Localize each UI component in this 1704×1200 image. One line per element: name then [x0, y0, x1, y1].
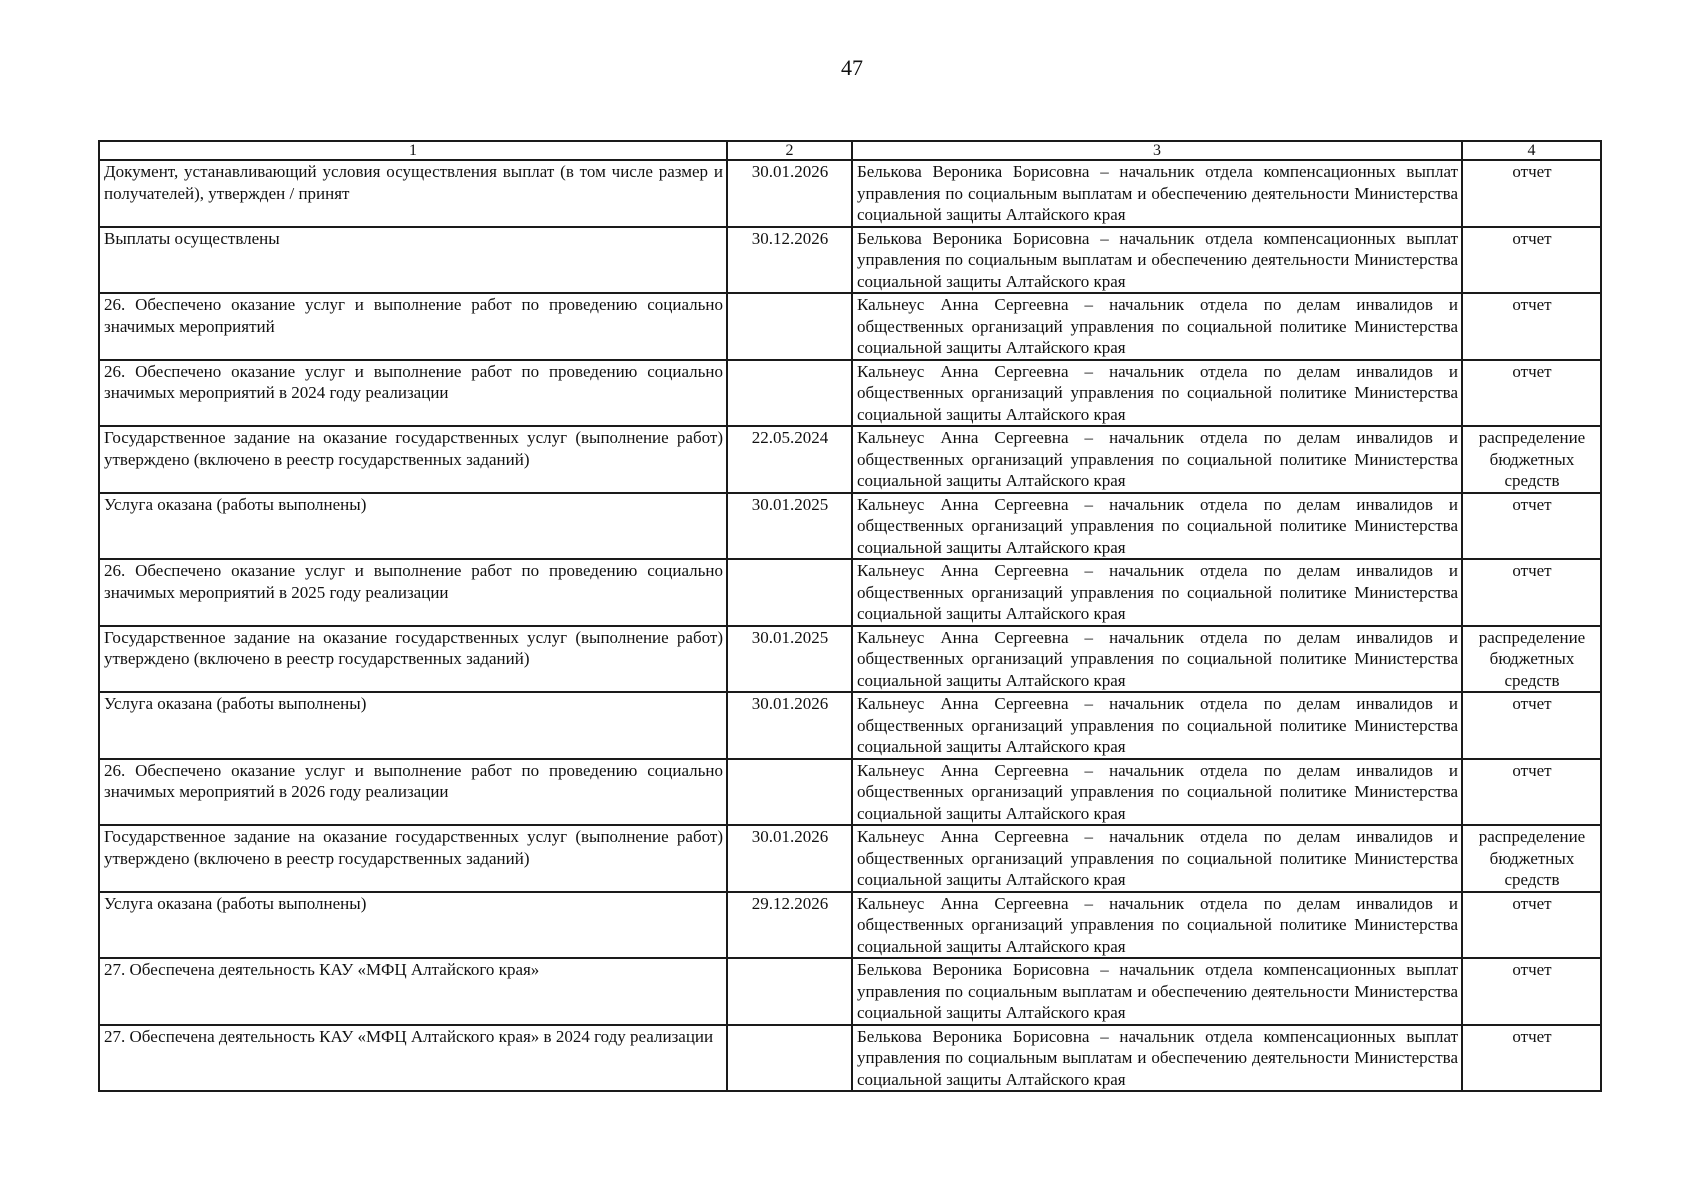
- cell-date: [727, 360, 852, 427]
- cell-event: Государственное задание на оказание государственных услуг (выполнение работ) утверждено (включено в реестр государственных заданий): [99, 825, 727, 892]
- cell-date: 30.01.2025: [727, 626, 852, 693]
- cell-document-type: отчет: [1462, 493, 1601, 560]
- cell-document-type: отчет: [1462, 958, 1601, 1025]
- cell-document-type: отчет: [1462, 692, 1601, 759]
- table-row: [99, 493, 1601, 560]
- cell-document-type: распределение бюджетных средств: [1462, 825, 1601, 892]
- document-table: [98, 140, 1602, 1092]
- table-row: [99, 692, 1601, 759]
- cell-event: Услуга оказана (работы выполнены): [99, 493, 727, 560]
- cell-event: Государственное задание на оказание государственных услуг (выполнение работ) утверждено (включено в реестр государственных заданий): [99, 426, 727, 493]
- cell-responsible: Кальнеус Анна Сергеевна – начальник отдела по делам инвалидов и общественных организаций управления по социальной политике Министерства социальной защиты Алтайского края: [852, 493, 1462, 560]
- table-body: [99, 160, 1601, 1091]
- cell-event: 26. Обеспечено оказание услуг и выполнение работ по проведению социально значимых мероприятий в 2025 году реализации: [99, 559, 727, 626]
- cell-document-type: отчет: [1462, 892, 1601, 959]
- cell-document-type: отчет: [1462, 1025, 1601, 1092]
- cell-date: 22.05.2024: [727, 426, 852, 493]
- cell-event: Государственное задание на оказание государственных услуг (выполнение работ) утверждено (включено в реестр государственных заданий): [99, 626, 727, 693]
- cell-event: 26. Обеспечено оказание услуг и выполнение работ по проведению социально значимых мероприятий: [99, 293, 727, 360]
- cell-date: [727, 759, 852, 826]
- cell-responsible: Кальнеус Анна Сергеевна – начальник отдела по делам инвалидов и общественных организаций управления по социальной политике Министерства социальной защиты Алтайского края: [852, 759, 1462, 826]
- cell-event: 27. Обеспечена деятельность КАУ «МФЦ Алтайского края»: [99, 958, 727, 1025]
- page-number: 47: [841, 55, 863, 80]
- cell-responsible: Кальнеус Анна Сергеевна – начальник отдела по делам инвалидов и общественных организаций управления по социальной политике Министерства социальной защиты Алтайского края: [852, 626, 1462, 693]
- cell-event: 26. Обеспечено оказание услуг и выполнение работ по проведению социально значимых мероприятий в 2024 году реализации: [99, 360, 727, 427]
- cell-date: 30.01.2026: [727, 825, 852, 892]
- table-row: [99, 626, 1601, 693]
- cell-date: [727, 559, 852, 626]
- table-row: [99, 426, 1601, 493]
- cell-responsible: Белькова Вероника Борисовна – начальник отдела компенсационных выплат управления по социальным выплатам и обеспечению деятельности Министерства социальной защиты Алтайского края: [852, 160, 1462, 227]
- table-row: [99, 360, 1601, 427]
- cell-responsible: Белькова Вероника Борисовна – начальник отдела компенсационных выплат управления по социальным выплатам и обеспечению деятельности Министерства социальной защиты Алтайского края: [852, 1025, 1462, 1092]
- cell-document-type: отчет: [1462, 759, 1601, 826]
- cell-event: 26. Обеспечено оказание услуг и выполнение работ по проведению социально значимых мероприятий в 2026 году реализации: [99, 759, 727, 826]
- cell-responsible: Белькова Вероника Борисовна – начальник отдела компенсационных выплат управления по социальным выплатам и обеспечению деятельности Министерства социальной защиты Алтайского края: [852, 958, 1462, 1025]
- cell-responsible: Кальнеус Анна Сергеевна – начальник отдела по делам инвалидов и общественных организаций управления по социальной политике Министерства социальной защиты Алтайского края: [852, 426, 1462, 493]
- cell-document-type: отчет: [1462, 293, 1601, 360]
- cell-responsible: Кальнеус Анна Сергеевна – начальник отдела по делам инвалидов и общественных организаций управления по социальной политике Министерства социальной защиты Алтайского края: [852, 692, 1462, 759]
- header-row: [99, 141, 1601, 160]
- cell-document-type: отчет: [1462, 227, 1601, 294]
- cell-document-type: отчет: [1462, 559, 1601, 626]
- header-col-1: 1: [99, 141, 727, 160]
- cell-responsible: Кальнеус Анна Сергеевна – начальник отдела по делам инвалидов и общественных организаций управления по социальной политике Министерства социальной защиты Алтайского края: [852, 892, 1462, 959]
- table-row: [99, 1025, 1601, 1092]
- document-table-container: [98, 140, 1600, 1092]
- cell-responsible: Кальнеус Анна Сергеевна – начальник отдела по делам инвалидов и общественных организаций управления по социальной политике Министерства социальной защиты Алтайского края: [852, 559, 1462, 626]
- cell-date: [727, 958, 852, 1025]
- header-col-4: 4: [1462, 141, 1601, 160]
- header-col-2: 2: [727, 141, 852, 160]
- header-col-3: 3: [852, 141, 1462, 160]
- cell-responsible: Кальнеус Анна Сергеевна – начальник отдела по делам инвалидов и общественных организаций управления по социальной политике Министерства социальной защиты Алтайского края: [852, 360, 1462, 427]
- cell-date: 29.12.2026: [727, 892, 852, 959]
- cell-responsible: Кальнеус Анна Сергеевна – начальник отдела по делам инвалидов и общественных организаций управления по социальной политике Министерства социальной защиты Алтайского края: [852, 825, 1462, 892]
- cell-responsible: Белькова Вероника Борисовна – начальник отдела компенсационных выплат управления по социальным выплатам и обеспечению деятельности Министерства социальной защиты Алтайского края: [852, 227, 1462, 294]
- table-row: [99, 892, 1601, 959]
- cell-event: Услуга оказана (работы выполнены): [99, 692, 727, 759]
- cell-responsible: Кальнеус Анна Сергеевна – начальник отдела по делам инвалидов и общественных организаций управления по социальной политике Министерства социальной защиты Алтайского края: [852, 293, 1462, 360]
- cell-document-type: отчет: [1462, 160, 1601, 227]
- cell-document-type: отчет: [1462, 360, 1601, 427]
- table-row: [99, 759, 1601, 826]
- cell-date: [727, 1025, 852, 1092]
- table-row: [99, 825, 1601, 892]
- table-row: [99, 958, 1601, 1025]
- cell-document-type: распределение бюджетных средств: [1462, 626, 1601, 693]
- cell-event: Услуга оказана (работы выполнены): [99, 892, 727, 959]
- cell-event: Документ, устанавливающий условия осуществления выплат (в том числе размер и получателей), утвержден / принят: [99, 160, 727, 227]
- cell-date: [727, 293, 852, 360]
- cell-date: 30.12.2026: [727, 227, 852, 294]
- cell-document-type: распределение бюджетных средств: [1462, 426, 1601, 493]
- cell-date: 30.01.2025: [727, 493, 852, 560]
- cell-event: Выплаты осуществлены: [99, 227, 727, 294]
- table-row: [99, 293, 1601, 360]
- cell-event: 27. Обеспечена деятельность КАУ «МФЦ Алтайского края» в 2024 году реализации: [99, 1025, 727, 1092]
- table-header: [99, 141, 1601, 160]
- table-row: [99, 559, 1601, 626]
- cell-date: 30.01.2026: [727, 160, 852, 227]
- table-row: [99, 160, 1601, 227]
- table-row: [99, 227, 1601, 294]
- cell-date: 30.01.2026: [727, 692, 852, 759]
